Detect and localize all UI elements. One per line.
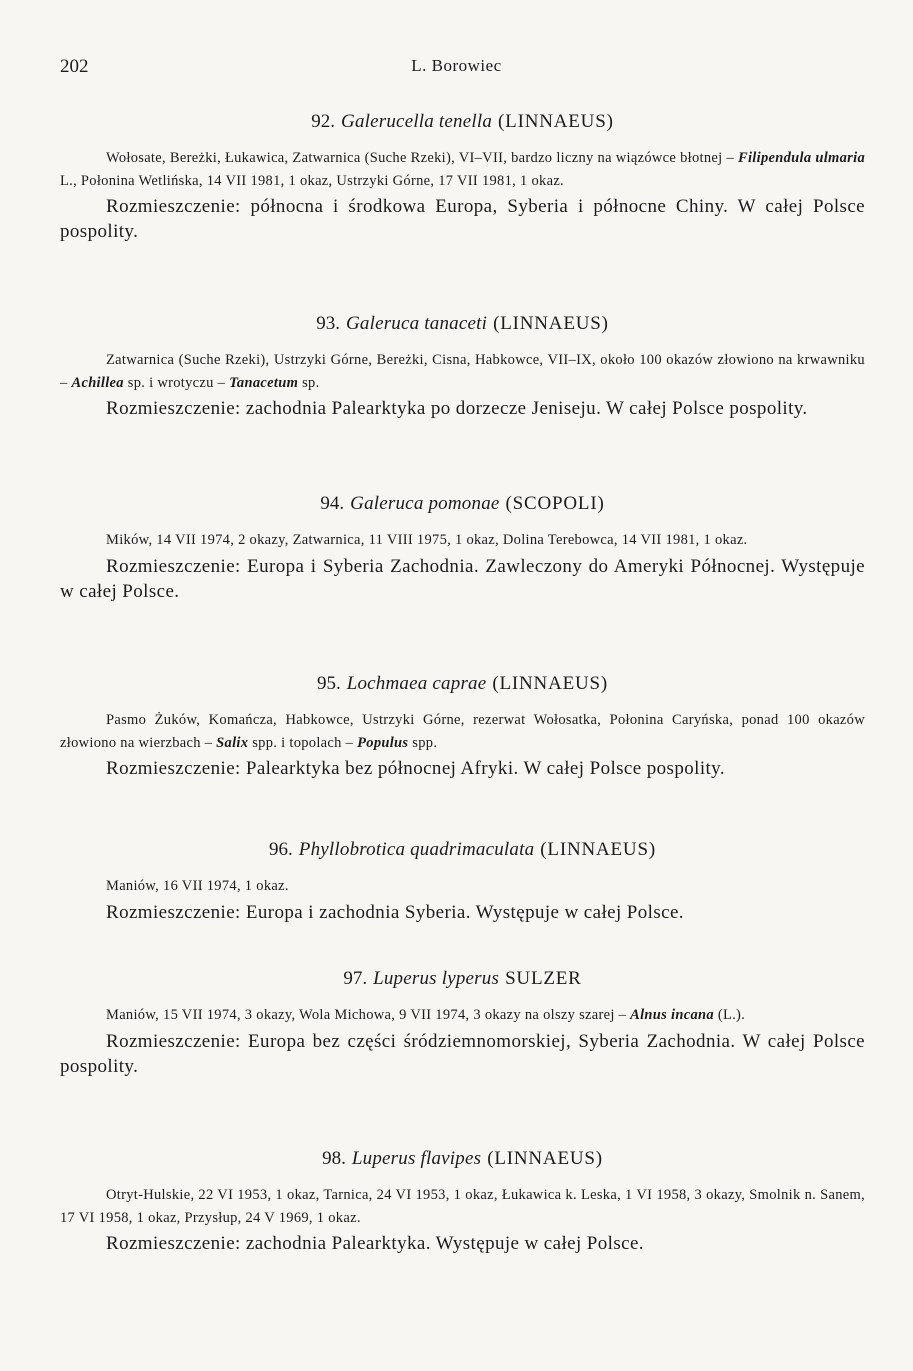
distribution-paragraph: Rozmieszczenie: Palearktyka bez północnej Afryki. W całej Polsce pospolity. [106,758,725,779]
species-author: (LINNAEUS) [493,313,609,334]
records-paragraph [60,1004,865,1027]
species-author: (LINNAEUS) [487,1148,603,1169]
species-name: Galerucella tenella [341,111,493,132]
species-heading [60,672,865,696]
species-name: Luperus flavipes [351,1148,482,1169]
species-heading [60,492,865,516]
distribution-paragraph: Rozmieszczenie: północna i środkowa Europa, Syberia i północne Chiny. W całej Polsce pospolity. [60,196,865,242]
species-number: 93. [316,313,340,334]
species-heading [60,1147,865,1171]
records-text: spp. [408,734,438,751]
records-text: L., Połonina Wetlińska, 14 VII 1981, 1 okaz, Ustrzyki Górne, 17 VII 1981, 1 okaz. [60,172,564,189]
records-text: Maniów, 16 VII 1974, 1 okaz. [106,878,289,894]
species-author: (LINNAEUS) [498,111,614,132]
species-author: SULZER [505,968,582,989]
species-name: Galeruca tanaceti [345,313,488,334]
species-heading [60,110,865,134]
records-text: Maniów, 15 VII 1974, 3 okazy, Wola Michowa, 9 VII 1974, 3 okazy na olszy szarej – [106,1007,631,1023]
records-paragraph [60,147,865,192]
records-text: (L.). [713,1007,746,1023]
species-number: 98. [322,1148,346,1169]
species-entry [60,1147,865,1256]
plant-name: Alnus incana [630,1007,714,1023]
records-text: spp. i topolach – [248,734,358,751]
plant-name: Salix [216,734,249,751]
records-text: Otryt-Hulskie, 22 VI 1953, 1 okaz, Tarnica, 24 VI 1953, 1 okaz, Łukawica k. Leska, 1 VI 1958, 3 okazy, Smolnik n. Sanem, 17 VI 1958, 1 okaz, Przysłup, 24 V 1969, 1 okaz. [60,1187,865,1226]
species-entry [60,967,865,1079]
species-name: Luperus lyperus [373,968,500,989]
species-author: (SCOPOLI) [505,493,605,514]
records-text: Zatwarnica (Suche Rzeki), Ustrzyki Górne, Bereżki, Cisna, Habkowce, VII–IX, około 100 okazów złowiono na krwawniku – [60,352,865,391]
species-heading [60,312,865,336]
species-entry [60,838,865,925]
species-entry [60,492,865,604]
running-head: L. Borowiec [411,56,502,75]
distribution-paragraph: Rozmieszczenie: Europa bez części śródziemnomorskiej, Syberia Zachodnia. W całej Polsce pospolity. [60,1030,865,1077]
records-paragraph [60,709,865,754]
species-name: Lochmaea caprae [346,673,487,694]
species-entry [60,110,865,244]
species-number: 92. [311,111,336,132]
species-author: (LINNAEUS) [492,673,609,694]
records-paragraph [60,349,865,394]
records-text: sp. i wrotyczu – [123,374,230,391]
species-author: (LINNAEUS) [540,839,656,860]
plant-name: Achillea [71,374,124,391]
records-text: sp. [298,374,320,391]
records-text: Pasmo Żuków, Komańcza, Habkowce, Ustrzyki Górne, rezerwat Wołosatka, Połonina Caryńska, ponad 100 okazów złowiono na wierzbach – [60,712,865,751]
species-heading [60,838,865,862]
distribution-paragraph: Rozmieszczenie: zachodnia Palearktyka po dorzecze Jeniseju. W całej Polsce pospolity. [106,398,808,419]
records-paragraph [60,529,865,552]
species-number: 95. [316,673,341,694]
distribution-paragraph: Rozmieszczenie: zachodnia Palearktyka. Występuje w całej Polsce. [106,1233,644,1254]
species-entry [60,312,865,421]
plant-name: Tanacetum [229,374,299,391]
species-entry [60,672,865,781]
page-header [60,56,853,84]
species-number: 94. [320,493,345,514]
species-name: Galeruca pomonae [350,493,500,514]
records-paragraph [60,1184,865,1229]
records-paragraph [60,875,865,898]
distribution-paragraph: Rozmieszczenie: Europa i zachodnia Syberia. Występuje w całej Polsce. [106,901,684,923]
species-number: 96. [269,839,293,860]
distribution-paragraph: Rozmieszczenie: Europa i Syberia Zachodnia. Zawleczony do Ameryki Północnej. Występuje w całej Polsce. [60,555,865,602]
page-number: 202 [60,56,89,77]
species-number: 97. [343,968,368,989]
species-name: Phyllobrotica quadrimaculata [298,839,535,860]
records-text: Mików, 14 VII 1974, 2 okazy, Zatwarnica, 11 VIII 1975, 1 okaz, Dolina Terebowca, 14 VII 1981, 1 okaz. [106,532,748,548]
records-text: Wołosate, Bereżki, Łukawica, Zatwarnica (Suche Rzeki), VI–VII, bardzo liczny na wiązówce błotnej – [106,150,738,166]
species-heading [60,967,865,991]
plant-name: Populus [357,734,409,751]
plant-name: Filipendula ulmaria [737,150,865,166]
